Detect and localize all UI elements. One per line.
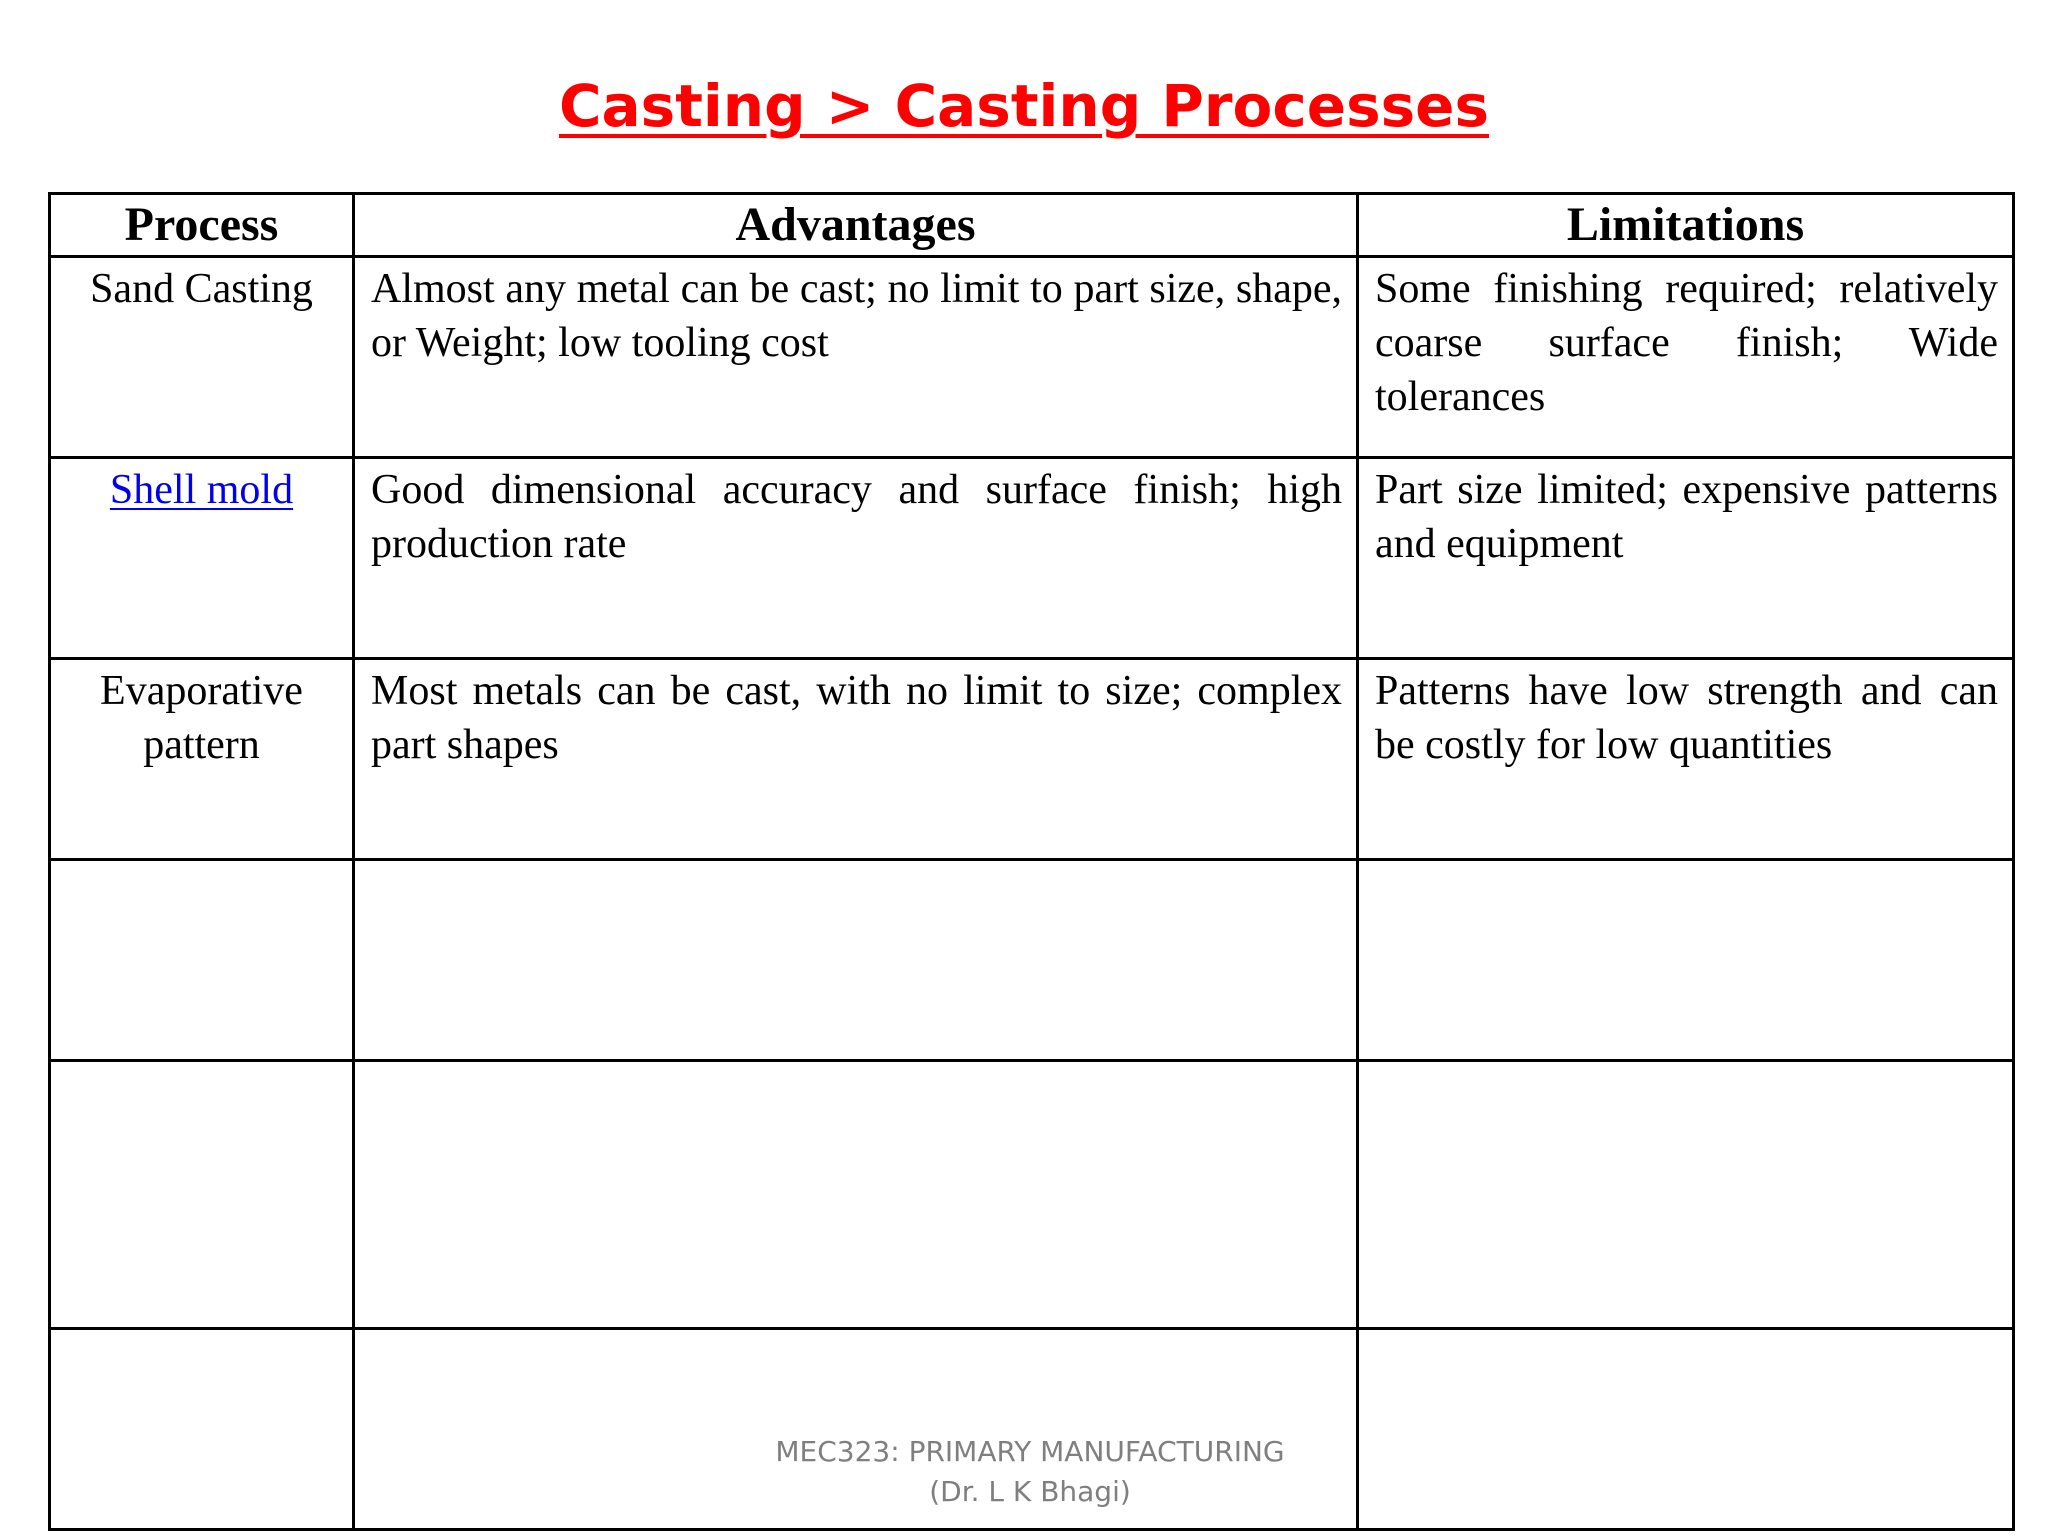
slide-title xyxy=(0,66,2048,146)
advantages-cell: Most metals can be cast, with no limit to size; complex part shapes xyxy=(354,659,1358,860)
header-process: Process xyxy=(50,194,354,257)
process-comparison-table xyxy=(48,192,2015,1531)
footer-course: MEC323: PRIMARY MANUFACTURING xyxy=(775,1435,1285,1468)
limitations-cell: Part size limited; expensive patterns and equipment xyxy=(1358,458,2014,659)
process-cell xyxy=(50,458,354,659)
limitations-cell: Patterns have low strength and can be costly for low quantities xyxy=(1358,659,2014,860)
shell-mold-link[interactable]: Shell mold xyxy=(109,467,294,513)
table-header-row xyxy=(50,194,2014,257)
advantages-cell: Good dimensional accuracy and surface finish; high production rate xyxy=(354,458,1358,659)
empty-cell xyxy=(1358,1329,2014,1530)
empty-table-row xyxy=(50,860,2014,1061)
header-limitations: Limitations xyxy=(1358,194,2014,257)
empty-cell xyxy=(354,860,1358,1061)
empty-cell xyxy=(50,860,354,1061)
table-row xyxy=(50,458,2014,659)
slide-title-text: Casting > Casting Processes xyxy=(558,72,1490,140)
empty-cell xyxy=(1358,860,2014,1061)
empty-cell xyxy=(50,1329,354,1530)
table-row xyxy=(50,659,2014,860)
empty-table-row xyxy=(50,1061,2014,1329)
empty-cell xyxy=(354,1061,1358,1329)
header-advantages: Advantages xyxy=(354,194,1358,257)
limitations-cell: Some finishing required; relatively coarse surface finish; Wide tolerances xyxy=(1358,257,2014,458)
advantages-cell: Almost any metal can be cast; no limit to part size, shape, or Weight; low tooling cost xyxy=(354,257,1358,458)
process-cell: Evaporative pattern xyxy=(50,659,354,860)
table-row xyxy=(50,257,2014,458)
empty-cell xyxy=(1358,1061,2014,1329)
slide-footer xyxy=(730,1432,1330,1512)
process-cell: Sand Casting xyxy=(50,257,354,458)
empty-cell xyxy=(50,1061,354,1329)
footer-author: (Dr. L K Bhagi) xyxy=(929,1475,1131,1508)
